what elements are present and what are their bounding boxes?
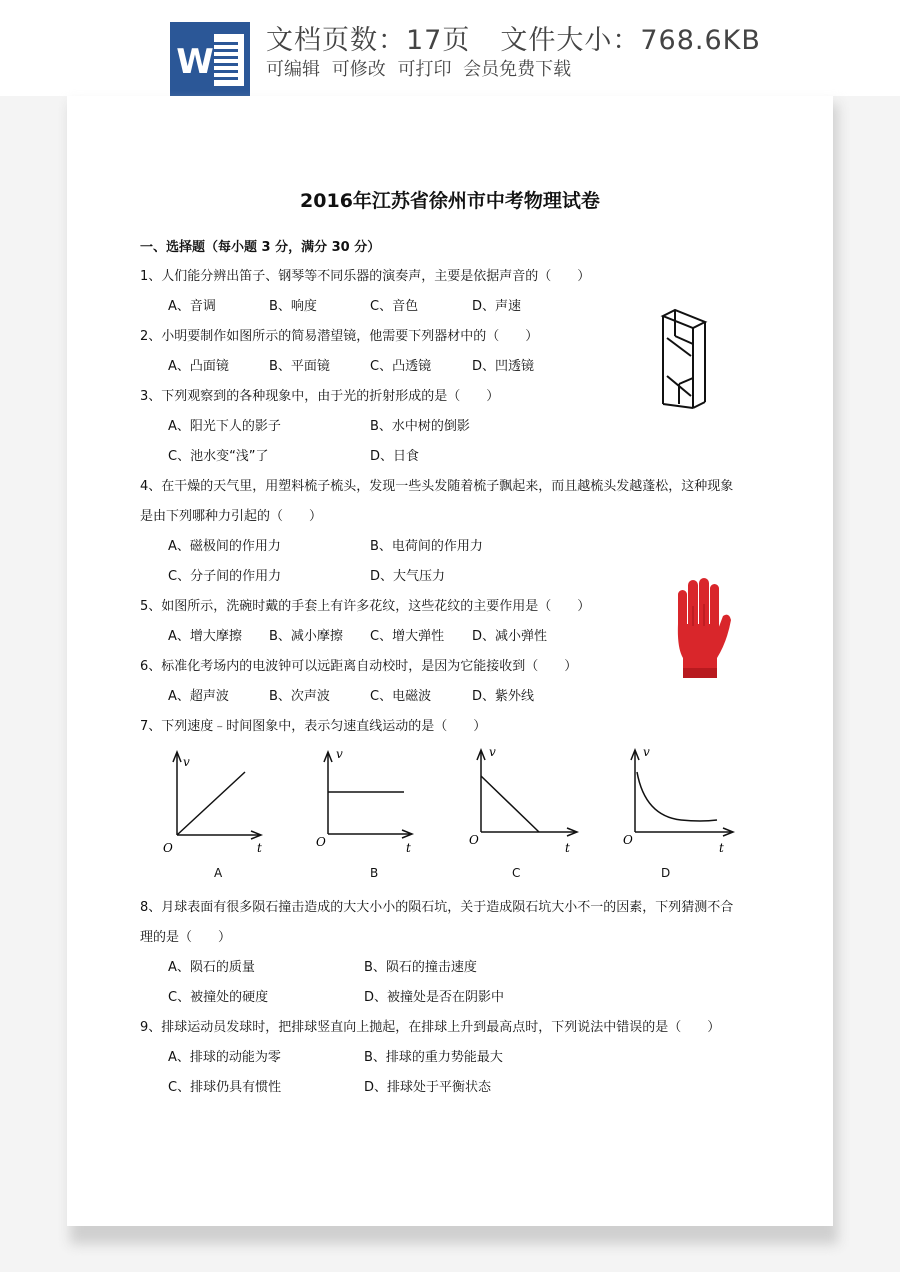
q3-option-c: C、池水变“浅”了 bbox=[168, 449, 269, 464]
graph-a-origin: O bbox=[163, 841, 173, 855]
q8-option-b: B、陨石的撞击速度 bbox=[364, 960, 477, 975]
graph-b-v-label: v bbox=[336, 747, 343, 761]
graph-a-t-label: t bbox=[257, 841, 262, 855]
q3-option-b: B、水中树的倒影 bbox=[370, 419, 470, 434]
question-5: 5、如图所示，洗碗时戴的手套上有许多花纹，这些花纹的主要作用是（ ） bbox=[140, 599, 591, 614]
q1-option-c: C、音色 bbox=[370, 299, 419, 314]
q9-option-d: D、排球处于平衡状态 bbox=[364, 1080, 492, 1095]
graph-d-t-label: t bbox=[719, 841, 724, 855]
q6-option-a: A、超声波 bbox=[168, 689, 229, 704]
graph-a-v-label: v bbox=[183, 755, 190, 769]
question-4-line-2: 是由下列哪种力引起的（ ） bbox=[140, 509, 323, 524]
file-meta bbox=[266, 18, 761, 57]
graph-d-label: D bbox=[661, 866, 671, 880]
graph-a-label: A bbox=[214, 866, 223, 880]
graph-d-origin: O bbox=[623, 833, 633, 847]
graph-c-t-label: t bbox=[565, 841, 570, 855]
glove-icon bbox=[671, 576, 733, 680]
vt-graph-b bbox=[314, 742, 426, 858]
file-features: 可编辑 可修改 可打印 会员免费下载 bbox=[266, 59, 572, 80]
q2-option-a: A、凸面镜 bbox=[168, 359, 229, 374]
question-3: 3、下列观察到的各种现象中，由于光的折射形成的是（ ） bbox=[140, 389, 500, 404]
q8-option-c: C、被撞处的硬度 bbox=[168, 990, 269, 1005]
q2-option-b: B、平面镜 bbox=[269, 359, 330, 374]
graph-b-t-label: t bbox=[406, 841, 411, 855]
question-4-line-1: 4、在干燥的天气里，用塑料梳子梳头，发现一些头发随着梳子飘起来，而且越梳头发越蓬松，这种现象 bbox=[140, 479, 734, 494]
file-size: 文件大小：768.6KB bbox=[500, 25, 761, 56]
graph-c-v-label: v bbox=[489, 745, 496, 759]
question-7: 7、下列速度﹣时间图象中，表示匀速直线运动的是（ ） bbox=[140, 719, 487, 734]
graph-c-label: C bbox=[512, 866, 521, 880]
q4-option-b: B、电荷间的作用力 bbox=[370, 539, 483, 554]
q9-option-a: A、排球的动能为零 bbox=[168, 1050, 281, 1065]
q9-option-b: B、排球的重力势能最大 bbox=[364, 1050, 503, 1065]
q5-option-b: B、减小摩擦 bbox=[269, 629, 343, 644]
q6-option-b: B、次声波 bbox=[269, 689, 330, 704]
graph-c-origin: O bbox=[469, 833, 479, 847]
q5-option-d: D、减小弹性 bbox=[472, 629, 548, 644]
download-header bbox=[0, 0, 900, 96]
vt-graph-a bbox=[161, 742, 273, 858]
q2-option-d: D、凹透镜 bbox=[472, 359, 535, 374]
q5-option-c: C、增大弹性 bbox=[370, 629, 445, 644]
q5-option-a: A、增大摩擦 bbox=[168, 629, 242, 644]
q2-option-c: C、凸透镜 bbox=[370, 359, 432, 374]
document-page bbox=[67, 96, 833, 1226]
q3-option-a: A、阳光下人的影子 bbox=[168, 419, 281, 434]
q8-option-d: D、被撞处是否在阴影中 bbox=[364, 990, 505, 1005]
q3-option-d: D、日食 bbox=[370, 449, 420, 464]
q1-option-a: A、音调 bbox=[168, 299, 216, 314]
word-icon bbox=[170, 22, 250, 96]
q6-option-d: D、紫外线 bbox=[472, 689, 535, 704]
q4-option-c: C、分子间的作用力 bbox=[168, 569, 282, 584]
periscope-icon bbox=[659, 308, 709, 412]
question-2: 2、小明要制作如图所示的简易潜望镜，他需要下列器材中的（ ） bbox=[140, 329, 539, 344]
question-1: 1、人们能分辨出笛子、钢琴等不同乐器的演奏声，主要是依据声音的（ ） bbox=[140, 269, 591, 284]
q1-option-b: B、响度 bbox=[269, 299, 317, 314]
word-logo-letter: W bbox=[176, 42, 214, 82]
q6-option-c: C、电磁波 bbox=[370, 689, 432, 704]
exam-title: 2016年江苏省徐州市中考物理试卷 bbox=[300, 190, 600, 212]
graph-d-v-label: v bbox=[643, 745, 650, 759]
graph-b-label: B bbox=[370, 866, 379, 880]
question-6: 6、标准化考场内的电波钟可以远距离自动校时，是因为它能接收到（ ） bbox=[140, 659, 578, 674]
section-heading: 一、选择题（每小题 3 分，满分 30 分） bbox=[140, 240, 381, 255]
q4-option-d: D、大气压力 bbox=[370, 569, 446, 584]
q9-option-c: C、排球仍具有惯性 bbox=[168, 1080, 282, 1095]
q4-option-a: A、磁极间的作用力 bbox=[168, 539, 281, 554]
question-8-line-1: 8、月球表面有很多陨石撞击造成的大大小小的陨石坑，关于造成陨石坑大小不一的因素，下列猜测不合 bbox=[140, 900, 734, 915]
question-9: 9、排球运动员发球时，把排球竖直向上抛起，在排球上升到最高点时，下列说法中错误的是（ ） bbox=[140, 1020, 721, 1035]
question-8-line-2: 理的是（ ） bbox=[140, 930, 232, 945]
vt-graph-c bbox=[467, 742, 583, 858]
q1-option-d: D、声速 bbox=[472, 299, 522, 314]
graph-b-origin: O bbox=[316, 835, 326, 849]
page-count: 文档页数：17页 bbox=[266, 25, 471, 56]
q8-option-a: A、陨石的质量 bbox=[168, 960, 255, 975]
vt-graph-d bbox=[621, 742, 737, 858]
